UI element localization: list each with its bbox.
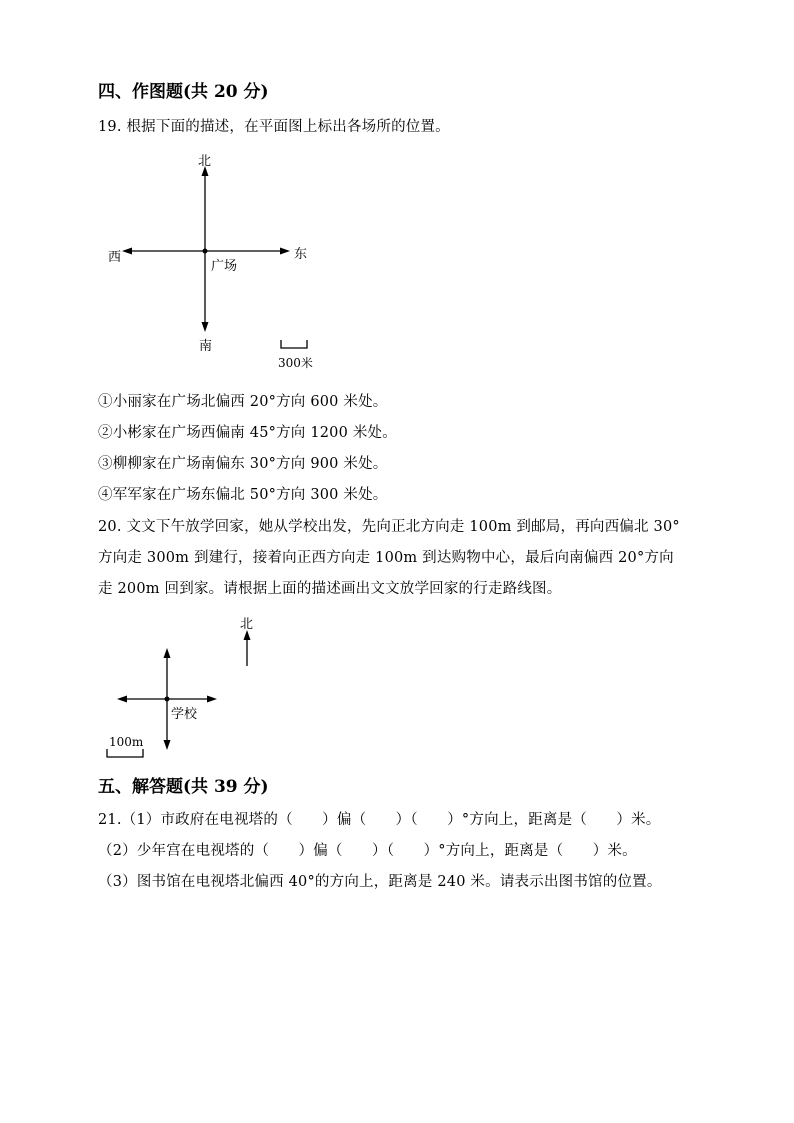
q20-scale-label: 100m [109,735,144,749]
q19-prompt: 19. 根据下面的描述，在平面图上标出各场所的位置。 [98,119,450,135]
q19-south-label: 南 [199,339,213,354]
q20-north-label: 北 [240,617,254,632]
section-4-title: 四、作图题(共 20 分) [98,82,269,102]
q20-scale-bar [107,749,143,757]
q20-line-2: 方向走 300m 到建行，接着向正西方向走 100m 到达购物中心，最后向南偏西 20°方向 [98,550,674,566]
q19-item-3: ③柳柳家在广场南偏东 30°方向 900 米处。 [98,456,388,472]
q21-line-1: 21.（1）市政府在电视塔的（ ）偏（ ）（ ）°方向上，距离是（ ）米。 [98,812,661,828]
q19-north-label: 北 [198,154,212,169]
q20-line-1: 20. 文文下午放学回家，她从学校出发，先向正北方向走 100m 到邮局，再向西偏北 30° [98,519,680,535]
q19-west-label: 西 [108,250,122,265]
q21-line-2: （2）少年宫在电视塔的（ ）偏（ ）（ ）°方向上，距离是（ ）米。 [98,843,637,859]
q19-scale-label: 300米 [278,356,313,370]
q21-line-3: （3）图书馆在电视塔北偏西 40°的方向上，距离是 240 米。请表示出图书馆的位置。 [98,874,662,890]
q19-item-2: ②小彬家在广场西偏南 45°方向 1200 米处。 [98,425,397,441]
q19-item-1: ①小丽家在广场北偏西 20°方向 600 米处。 [98,394,388,410]
q19-center-label: 广场 [211,259,238,274]
section-5-title: 五、解答题(共 39 分) [98,777,269,797]
q20-line-3: 走 200m 回到家。请根据上面的描述画出文文放学回家的行走路线图。 [98,581,562,597]
q20-center-dot [165,697,170,702]
q19-item-4: ④军军家在广场东偏北 50°方向 300 米处。 [98,487,388,503]
q19-east-label: 东 [294,247,308,262]
q20-center-label: 学校 [171,707,198,722]
